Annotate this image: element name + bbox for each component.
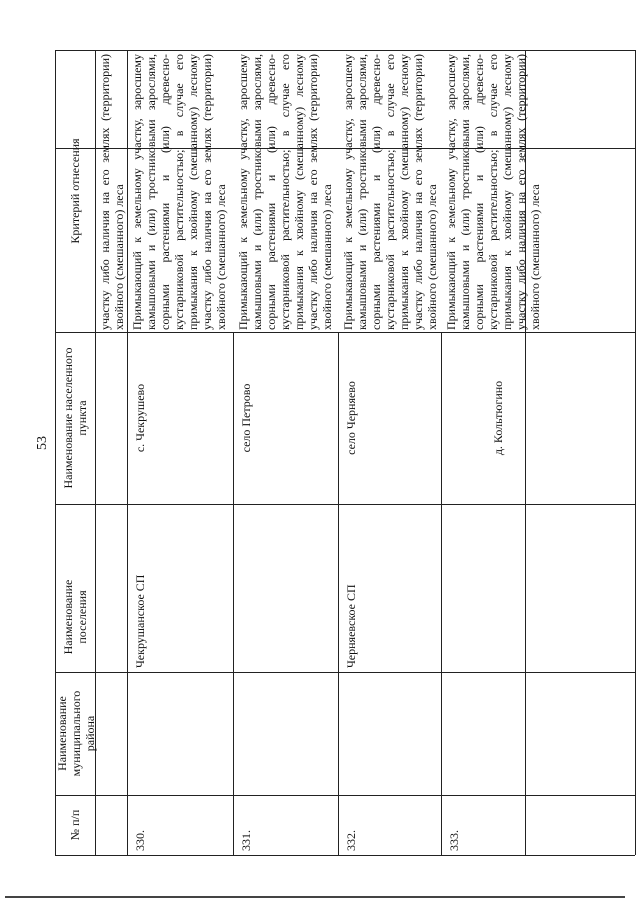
header-district-cell [55, 672, 95, 795]
row-333-num: 333. [447, 830, 461, 851]
continuation-criterion: участку либо наличия на его землях (территории) хвойного (смешанного) леса [98, 54, 126, 330]
row-330-criterion: Примыкающий к земельному участку, заросшему камышовыми и (или) тростниковыми зарослями, сорными растениями и (или) древесно-кустарниковой растительностью; в случае его примыкания к хвойному (смешанному) лесному участку либо наличия на его землях (территории) хвойного (смешанного) леса [130, 54, 228, 330]
header-settlement: Наименование поселения [61, 579, 89, 655]
row-332-locality-cell [338, 332, 441, 504]
row-330-num: 330. [133, 830, 147, 851]
row-332-settlement-cell [338, 504, 441, 672]
header-district: Наименование муниципального района [55, 690, 97, 777]
page-number: 53 [35, 436, 50, 450]
row-333-num-cell [441, 795, 525, 855]
header-locality: Наименование населенного пункта [61, 347, 89, 489]
row-331-locality-cell [233, 332, 338, 504]
header-settlement-cell [55, 504, 95, 672]
continuation-criterion-cell [95, 50, 127, 332]
row-331-criterion-cell [233, 50, 338, 332]
row-330-settlement: Чекрушанское СП [133, 574, 147, 668]
row-332-num-cell [338, 795, 441, 855]
row-330-locality-cell [127, 332, 233, 504]
header-num: № п/п [68, 809, 82, 841]
header-criterion-cell [55, 50, 95, 332]
row-331-criterion: Примыкающий к земельному участку, заросшему камышовыми и (или) тростниковыми зарослями, сорными растениями и (или) древесно-кустарниковой растительностью; в случае его примыкания к хвойному (смешанному) лесному участку либо наличия на его землях (территории) хвойного (смешанного) леса [236, 54, 334, 330]
row-333-locality-cell [441, 332, 525, 504]
row-330-criterion-cell [127, 50, 233, 332]
row-333-criterion: Примыкающий к земельному участку, заросшему камышовыми и (или) тростниковыми зарослями, сорными растениями и (или) древесно-кустарниковой растительностью; в случае его примыкания к хвойному (смешанному) лесному участку либо наличия на его землях (территории) хвойного (смешанного) леса [444, 54, 542, 330]
row-332-criterion: Примыкающий к земельному участку, заросшему камышовыми и (или) тростниковыми зарослями, сорными растениями и (или) древесно-кустарниковой растительностью; в случае его примыкания к хвойному (смешанному) лесному участку либо наличия на его землях (территории) хвойного (смешанного) леса [341, 54, 439, 330]
header-num-cell [55, 795, 95, 855]
row-331-num: 331. [239, 830, 253, 851]
row-331-num-cell [233, 795, 338, 855]
header-locality-cell [55, 332, 95, 504]
row-330-locality: с. Чекрушево [133, 383, 147, 453]
row-332-locality: село Черняево [344, 381, 358, 455]
row-333-locality: д. Кольтюгино [491, 380, 505, 456]
row-330-num-cell [127, 795, 233, 855]
row-331-locality: село Петрово [239, 383, 253, 453]
bottom-rule [5, 896, 625, 898]
row-332-num: 332. [344, 830, 358, 851]
row-332-settlement: Черняевское СП [344, 584, 358, 668]
criteria-table [55, 50, 635, 855]
row-332-criterion-cell [338, 50, 441, 332]
row-330-settlement-cell [127, 504, 233, 672]
header-criterion: Критерий отнесения [68, 138, 82, 244]
row-333-criterion-cell [441, 50, 542, 332]
